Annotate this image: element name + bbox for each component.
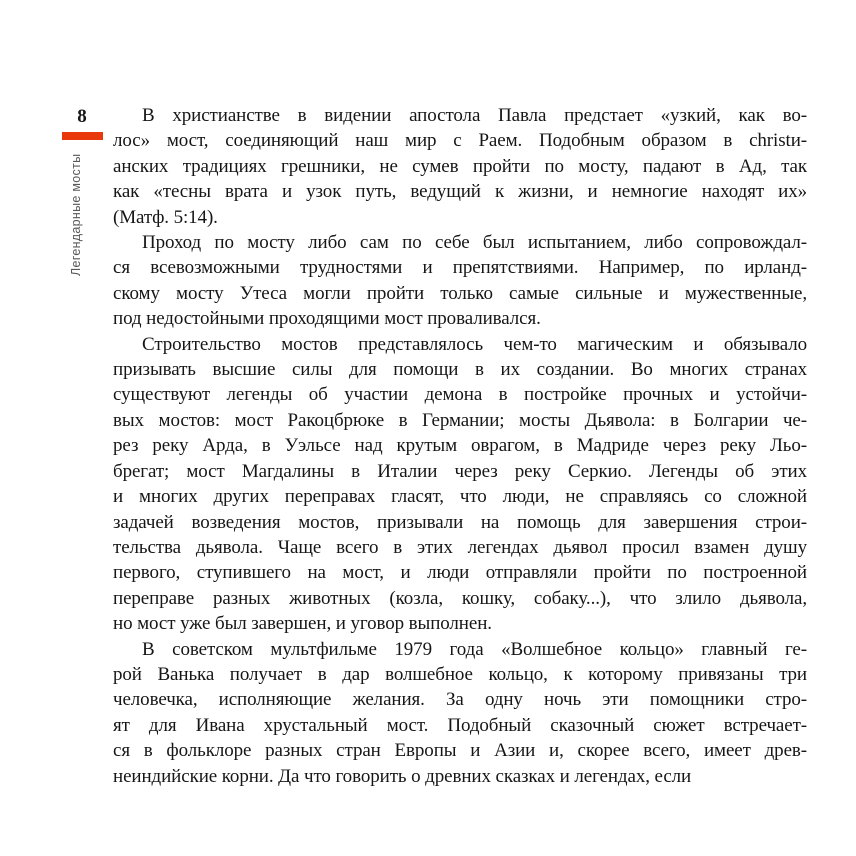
chapter-label: Легендарные мосты [69,153,83,276]
text-line: но мост уже был завершен, и уговор выполнен. [113,613,492,635]
text-line: вых мостов: мост Ракоцбрюке в Германии; мосты Дьявола: в Болгарии че- [113,409,807,431]
text-line: скому мосту Утеса могли пройти только самые сильные и мужественные, [113,282,807,304]
text-line: тельства дьявола. Чаще всего в этих легендах дьявол просил взамен душу [113,536,807,558]
text-line: переправе разных животных (козла, кошку, собаку...), что злило дьявола, [113,587,807,609]
text-line: брегат; мост Магдалины в Италии через реку Серкио. Легенды об этих [113,460,807,482]
text-line: человечка, исполняющие желания. За одну ночь эти помощники стро- [113,689,807,711]
text-line: и многих других переправах гласят, что люди, не справляясь со сложной [113,486,807,508]
page-number: 8 [77,106,87,127]
text-line: как «тесны врата и узок путь, ведущий к жизни, и немногие находят их» [113,181,807,203]
page-accent-bar [62,132,103,140]
text-line: призывать высшие силы для помощи в их создании. Во многих странах [113,359,807,381]
text-line: (Матф. 5:14). [113,206,218,228]
text-line: неиндийские корни. Да что говорить о древних сказках и легендах, если [113,765,692,787]
text-line: существуют легенды об участии демона в постройке прочных и устойчи- [113,384,807,406]
text-line: Проход по мосту либо сам по себе был испытанием, либо сопровождал- [142,232,807,254]
text-line: В советском мультфильме 1979 года «Волшебное кольцо» главный ге- [142,638,807,660]
text-line: ят для Ивана хрустальный мост. Подобный сказочный сюжет встречает- [113,714,807,736]
text-line: задачей возведения мостов, призывали на помощь для завершения строи- [113,511,807,533]
text-line: ся в фольклоре разных стран Европы и Азии и, скорее всего, имеет древ- [113,740,807,762]
text-line: рез реку Арда, в Уэльсе над крутым оврагом, в Мадриде через реку Льо- [113,435,807,457]
text-line: первого, ступившего на мост, и люди отправляли пройти по построенной [113,562,807,584]
text-line: рой Ванька получает в дар волшебное кольцо, к которому привязаны три [113,663,807,685]
text-line: В христианстве в видении апостола Павла предстает «узкий, как во- [142,105,807,126]
text-line: Строительство мостов представлялось чем-то магическим и обязывало [142,333,807,355]
text-line: анских традициях грешники, не сумев пройти по мосту, падают в Ад, так [113,155,807,177]
text-block [113,103,807,789]
text-line: ся всевозможными трудностями и препятствиями. Например, по ирланд- [113,257,807,279]
text-line: лос» мост, соединяющий наш мир с Раем. Подобным образом в christи- [113,130,807,152]
text-line: под недостойными проходящими мост проваливался. [113,308,541,330]
